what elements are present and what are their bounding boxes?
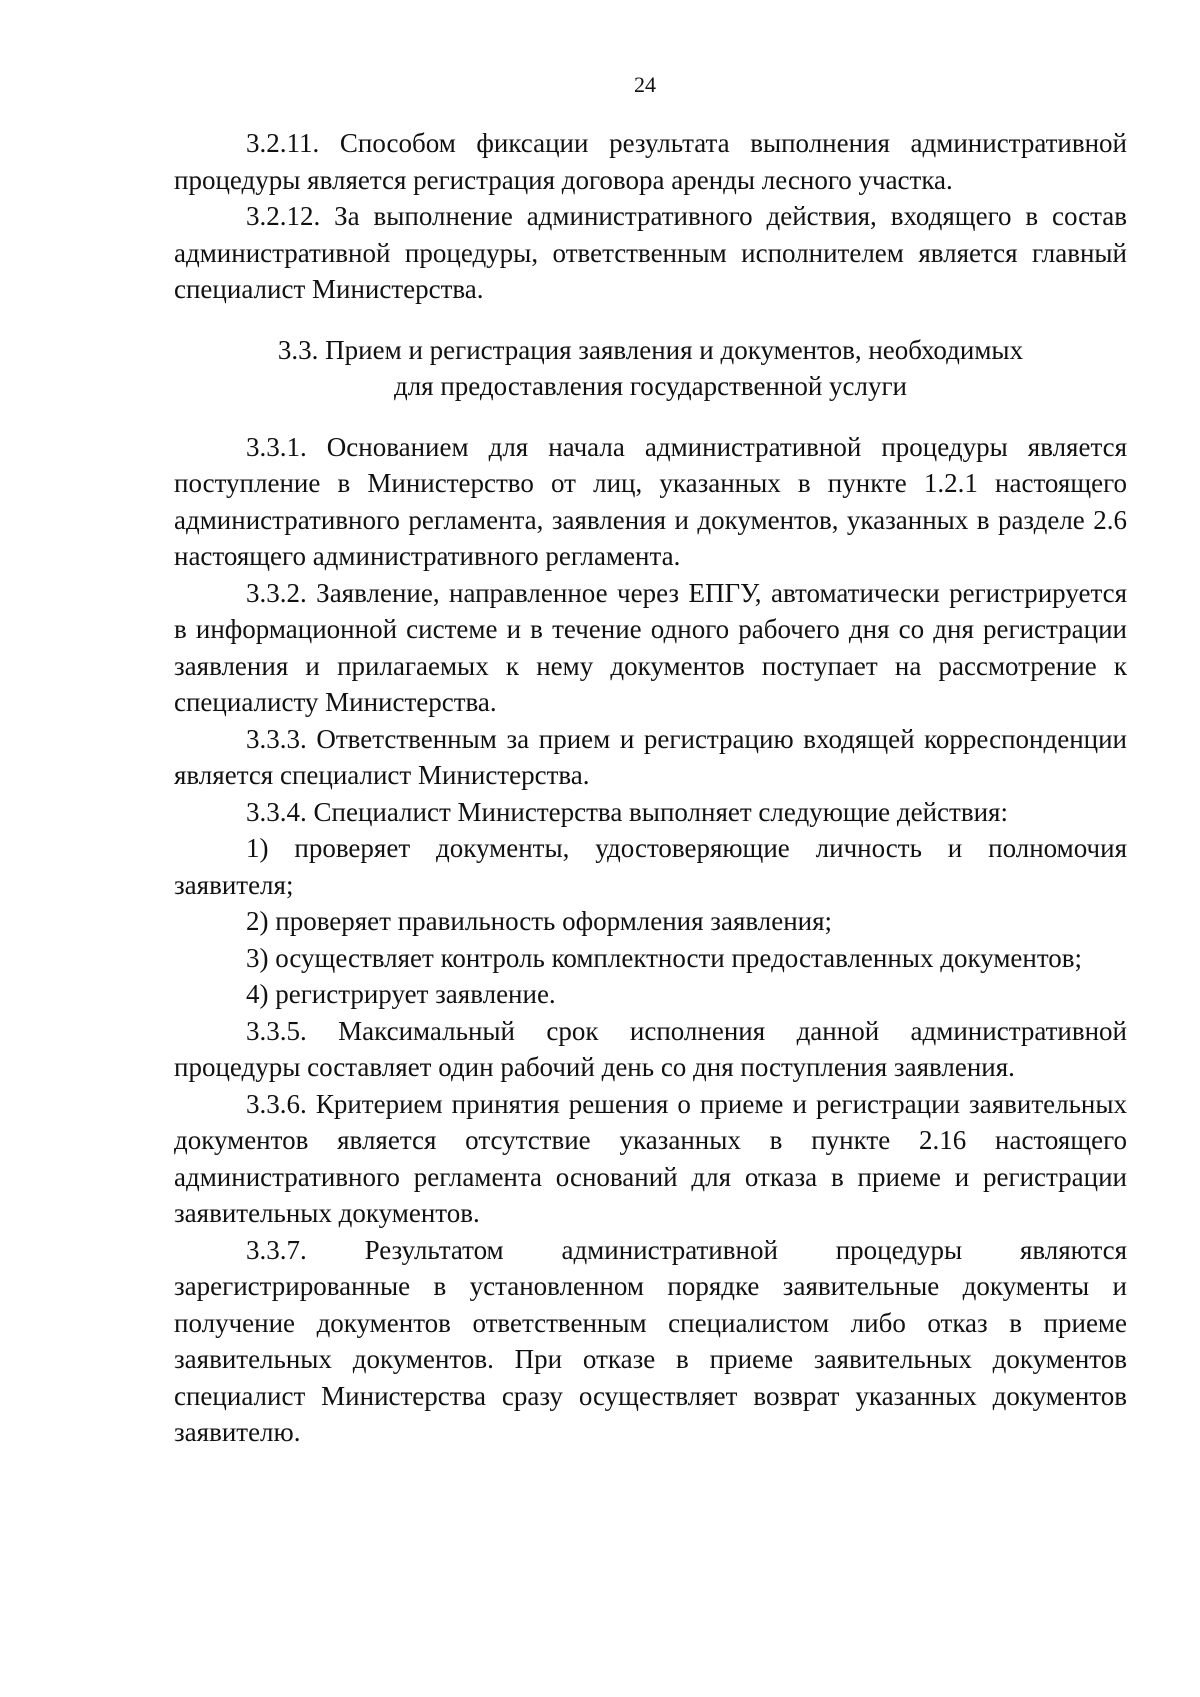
paragraph-3-3-1: 3.3.1. Основанием для начала административной процедуры является поступление в Министерство от лиц, указанных в пункте 1.2.1 настоящего административного регламента, заявления и документов, указанных в разделе 2.6 настоящего административного регламента. <box>174 431 1127 571</box>
page-number: 24 <box>634 72 656 97</box>
list-item-4: 4) регистрирует заявление. <box>246 979 556 1009</box>
section-heading-line-2: для предоставления государственной услуги <box>393 371 908 401</box>
document-body <box>174 125 1127 1451</box>
list-item-1: 1) проверяет документы, удостоверяющие личность и полномочия заявителя; <box>174 833 1127 900</box>
paragraph-3-2-11: 3.2.11. Способом фиксации результата выполнения административной процедуры является регистрация договора аренды лесного участка. <box>174 128 1127 195</box>
section-heading-line-1: 3.3. Прием и регистрация заявления и документов, необходимых <box>277 334 1024 365</box>
list-item-3: 3) осуществляет контроль комплектности предоставленных документов; <box>246 942 1083 973</box>
section-heading-3-3 <box>174 332 1127 405</box>
paragraph-3-3-5: 3.3.5. Максимальный срок исполнения данной административной процедуры составляет один рабочий день со дня поступления заявления. <box>174 1015 1127 1082</box>
paragraph-3-3-4: 3.3.4. Специалист Министерства выполняет следующие действия: <box>246 796 1008 827</box>
paragraph-3-3-6: 3.3.6. Критерием принятия решения о приеме и регистрации заявительных документов является отсутствие указанных в пункте 2.16 настоящего административного регламента оснований для отказа в приеме и регистрации заявительных документов. <box>174 1088 1127 1228</box>
paragraph-3-2-12: 3.2.12. За выполнение административного действия, входящего в состав административной процедуры, ответственным исполнителем является главный специалист Министерства. <box>174 201 1127 304</box>
list-item-2: 2) проверяет правильность оформления заявления; <box>246 906 833 936</box>
paragraph-3-3-3: 3.3.3. Ответственным за прием и регистрацию входящей корреспонденции является специалист Министерства. <box>174 723 1127 790</box>
paragraph-3-3-7: 3.3.7. Результатом административной процедуры являются зарегистрированные в установленном порядке заявительные документы и получение документов ответственным специалистом либо отказ в приеме заявительных документов. При отказе в приеме заявительных документов специалист Министерства сразу осуществляет возврат указанных документов заявителю. <box>174 1234 1127 1447</box>
paragraph-3-3-2: 3.3.2. Заявление, направленное через ЕПГУ, автоматически регистрируется в информационной системе и в течение одного рабочего дня со дня регистрации заявления и прилагаемых к нему документов поступает на рассмотрение к специалисту Министерства. <box>174 577 1127 717</box>
